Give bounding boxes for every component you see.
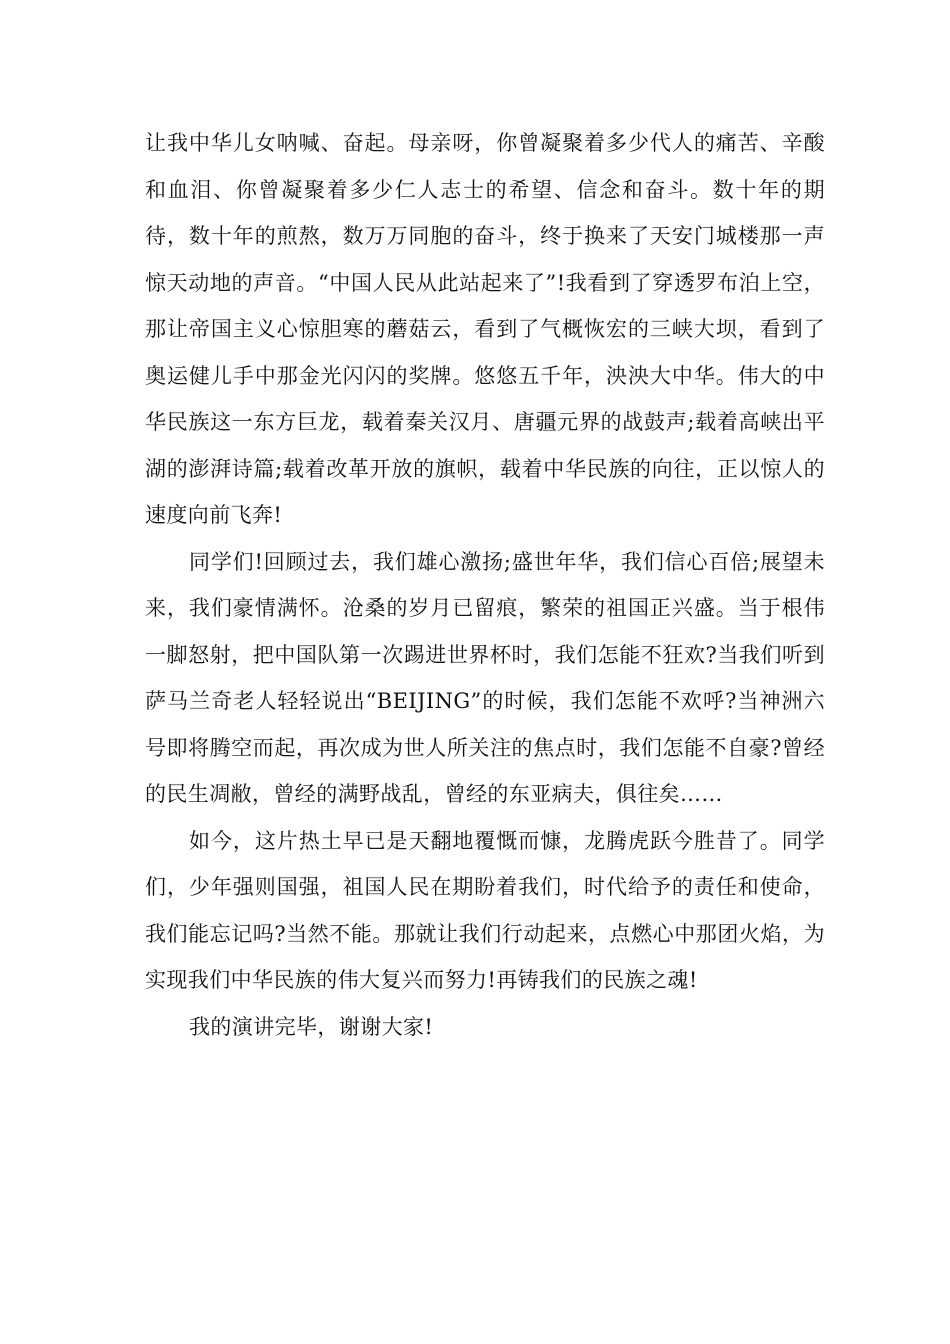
document-page (145, 120, 825, 1050)
paragraph-3: 如今，这片热土早已是天翻地覆慨而慷，龙腾虎跃今胜昔了。同学们，少年强则国强，祖国人民在期盼着我们，时代给予的责任和使命，我们能忘记吗?当然不能。那就让我们行动起来，点燃心中那团火焰，为实现我们中华民族的伟大复兴而努力!再铸我们的民族之魂! (145, 828, 825, 992)
paragraph-2: 同学们!回顾过去，我们雄心激扬;盛世年华，我们信心百倍;展望未来，我们豪情满怀。沧桑的岁月已留痕，繁荣的祖国正兴盛。当于根伟一脚怒射，把中国队第一次踢进世界杯时，我们怎能不狂欢?当我们听到萨马兰奇老人轻轻说出“BEIJING”的时候，我们怎能不欢呼?当神洲六号即将腾空而起，再次成为世人所关注的焦点时，我们怎能不自豪?曾经的民生凋敝，曾经的满野战乱，曾经的东亚病夫，俱往矣…… (145, 549, 825, 806)
paragraph-4: 我的演讲完毕，谢谢大家! (189, 1014, 434, 1039)
paragraph-1: 让我中华儿女呐喊、奋起。母亲呀，你曾凝聚着多少代人的痛苦、辛酸和血泪、你曾凝聚着多少仁人志士的希望、信念和奋斗。数十年的期待，数十年的煎熬，数万万同胞的奋斗，终于换来了天安门城楼那一声惊天动地的声音。“中国人民从此站起来了”!我看到了穿透罗布泊上空，那让帝国主义心惊胆寒的蘑菇云，看到了气概恢宏的三峡大坝，看到了奥运健儿手中那金光闪闪的奖牌。悠悠五千年，泱泱大中华。伟大的中华民族这一东方巨龙，载着秦关汉月、唐疆元界的战鼓声;载着高峡出平湖的澎湃诗篇;载着改革开放的旗帜，载着中华民族的向往，正以惊人的速度向前飞奔! (145, 131, 825, 527)
